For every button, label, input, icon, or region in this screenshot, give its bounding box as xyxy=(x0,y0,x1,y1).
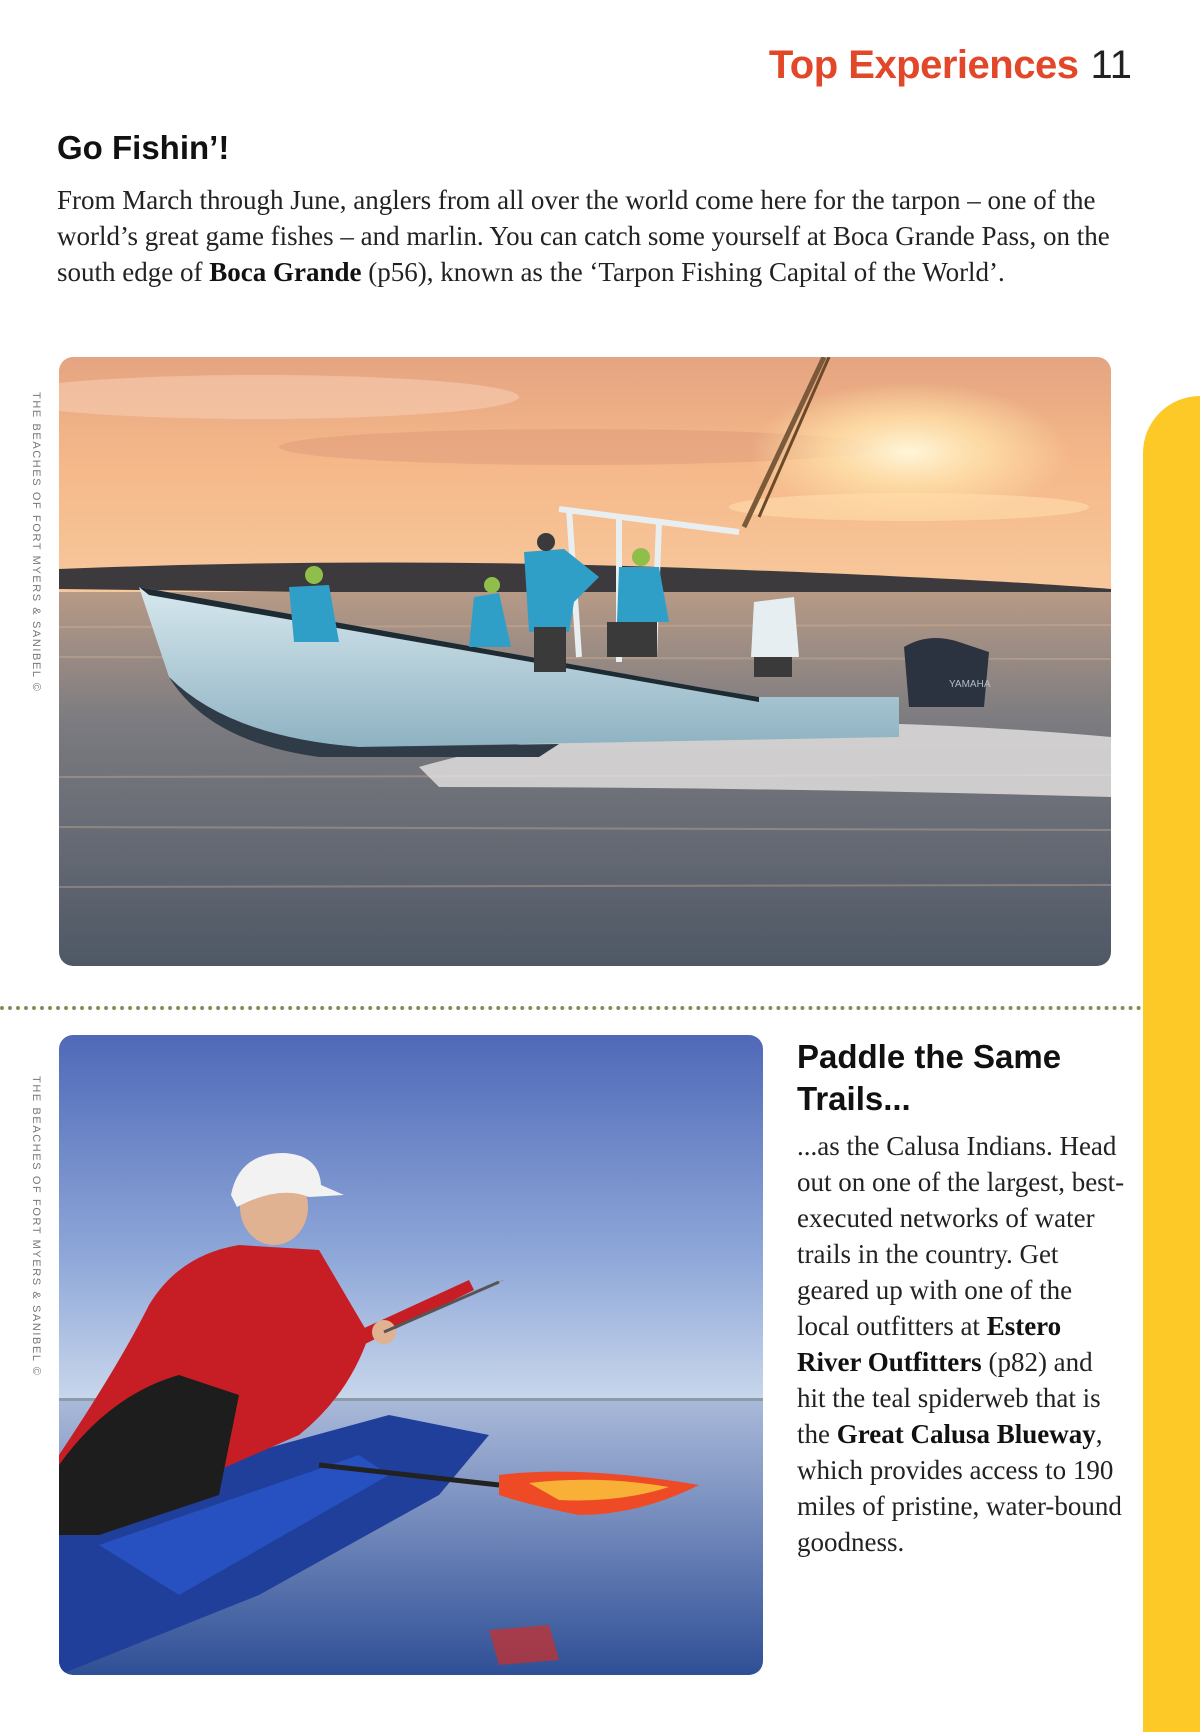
boca-grande-link: Boca Grande xyxy=(209,257,362,287)
photo-credit-boat: THE BEACHES OF FORT MYERS & SANIBEL © xyxy=(30,392,42,693)
paddle-heading: Paddle the Same Trails... xyxy=(797,1038,1062,1117)
photo-credit-kayak: THE BEACHES OF FORT MYERS & SANIBEL © xyxy=(30,1076,42,1377)
kayak-fishing-photo xyxy=(59,1035,763,1675)
fishing-paragraph xyxy=(57,182,1117,290)
paddle-text-2: (p82) and hit the teal spiderweb that is the xyxy=(797,1347,1101,1449)
section-title: Top Experiences xyxy=(768,43,1079,87)
chapter-tab xyxy=(1143,396,1200,1732)
fishing-text-2: (p56), known as the ‘Tarpon Fishing Capital of the World’. xyxy=(361,257,1005,287)
estero-river-link: Estero River Outfitters xyxy=(797,1311,1062,1377)
paddle-paragraph xyxy=(797,1128,1127,1560)
section-divider xyxy=(0,1006,1142,1010)
paddle-text-3: , which provides access to 190 miles of pristine, water-bound goodness. xyxy=(797,1419,1122,1557)
kayak-illustration xyxy=(59,1035,763,1675)
paddle-text-1: ...as the Calusa Indians. Head out on one of the largest, best-executed networks of water trails in the country. Get geared up with one of the local outfitters at xyxy=(797,1131,1125,1341)
fishing-text-1: From March through June, anglers from all over the world come here for the tarpon – one of the world’s great game fishes – and marlin. You can catch some yourself at Boca Grande Pass, on the south edge of xyxy=(57,185,1110,287)
blueway-link: Great Calusa Blueway xyxy=(836,1419,1096,1449)
motor-brand: YAMAHA xyxy=(949,679,991,690)
running-header xyxy=(769,40,1132,90)
boat-fishing-photo xyxy=(59,357,1111,966)
page-number: 11 xyxy=(1090,43,1132,87)
boat-illustration xyxy=(59,357,1111,966)
fishing-heading: Go Fishin’! xyxy=(57,129,230,166)
